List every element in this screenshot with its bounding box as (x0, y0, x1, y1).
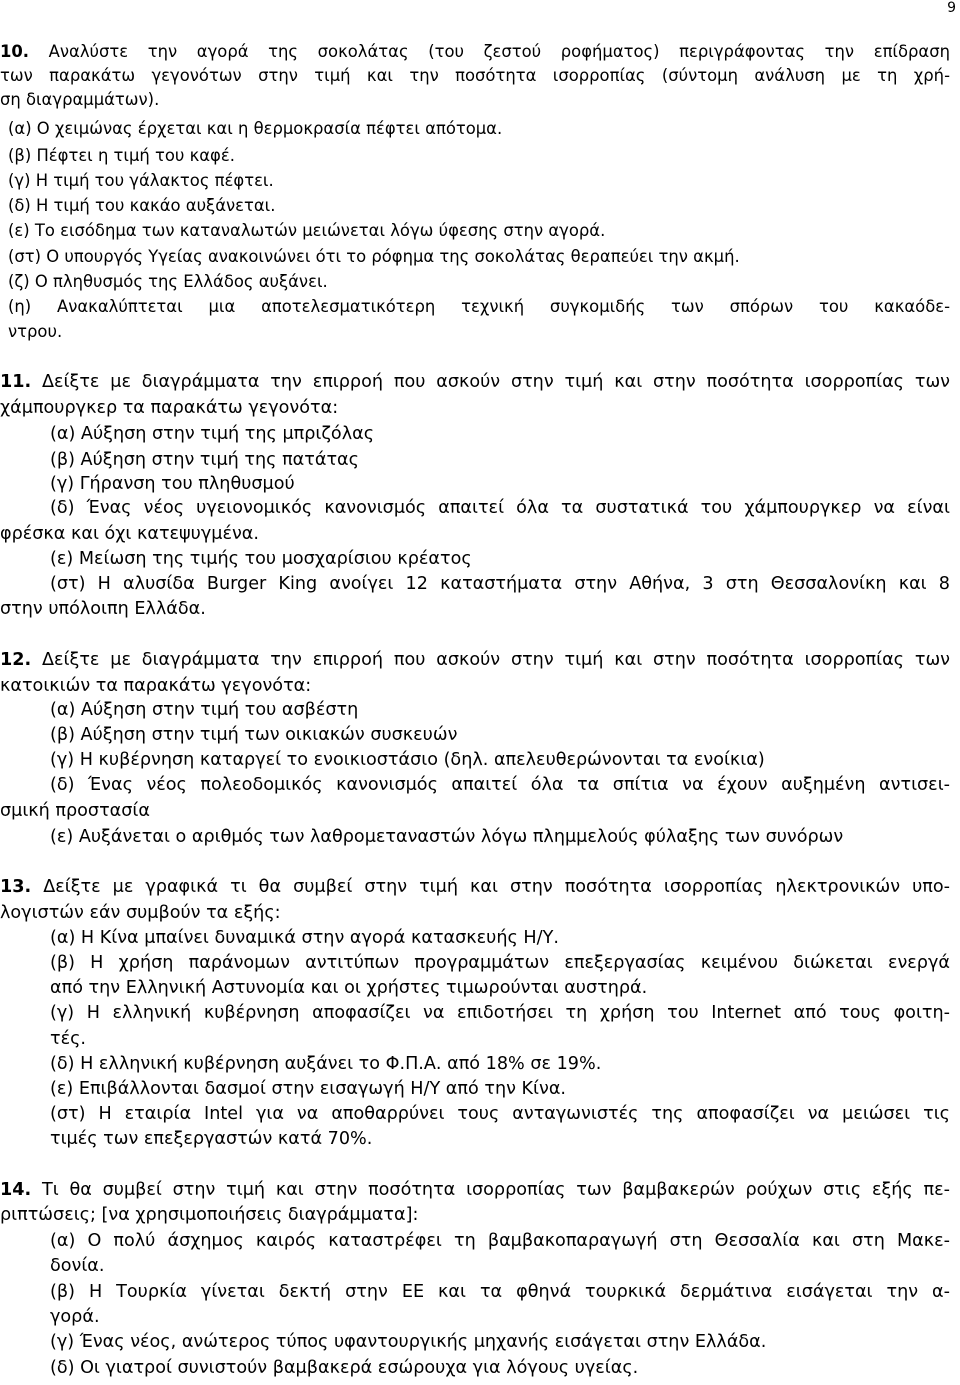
question-14-intro-line-2: ριπτώσεις; [να χρησιμοποιήσεις διαγράμματα]: (0, 1205, 419, 1225)
question-12-item-c: (γ) Η κυβέρνηση καταργεί το ενοικιοστάσιο (δηλ. απελευθερώνονται τα ενοίκια) (50, 750, 765, 770)
question-13-intro-line-2: λογιστών εάν συμβούν τα εξής: (0, 903, 281, 923)
question-11-intro-line-1: 11. Δείξτε με διαγράμματα την επιρροή που ασκούν στην τιμή και στην ποσότητα ισορροπίας των (0, 372, 950, 392)
question-10-item-b: (β) Πέφτει η τιμή του καφέ. (8, 146, 235, 165)
question-10-intro-line-3: ση διαγραμμάτων). (0, 90, 160, 109)
question-13-item-c: (γ) Η ελληνική κυβέρνηση αποφασίζει να επιδοτήσει τη χρήση του Internet από τους φοιτη- (50, 1003, 950, 1023)
question-10-intro-line-2: των παρακάτω γεγονότων στην τιμή και την ποσότητα ισορροπίας (σύντομη ανάλυση με τη χρή- (0, 66, 950, 85)
question-13-item-a: (α) Η Κίνα μπαίνει δυναμικά στην αγορά κατασκευής Η/Υ. (50, 928, 559, 948)
question-13-item-e: (ε) Επιβάλλονται δασμοί στην εισαγωγή Η/Υ από την Κίνα. (50, 1079, 567, 1099)
question-13-number: 13. (0, 877, 32, 897)
question-12-intro-line-1: 12. Δείξτε με διαγράμματα την επιρροή που ασκούν στην τιμή και στην ποσότητα ισορροπίας των (0, 650, 950, 670)
question-14-item-a: (α) Ο πολύ άσχημος καιρός καταστρέφει τη βαμβακοπαραγωγή στη Θεσσαλία και στη Μακε- (50, 1231, 950, 1251)
question-11-item-c: (γ) Γήρανση του πληθυσμού (50, 474, 295, 494)
question-14-number: 14. (0, 1180, 32, 1200)
question-11-number: 11. (0, 372, 32, 392)
question-11-item-st: (στ) Η αλυσίδα Burger King ανοίγει 12 καταστήματα στην Αθήνα, 3 στη Θεσσαλονίκη και 8 (50, 574, 950, 594)
question-12-item-d-cont: σμική προστασία (0, 801, 150, 821)
question-13-intro-line-1: 13. Δείξτε με γραφικά τι θα συμβεί στην τιμή και στην ποσότητα ισορροπίας ηλεκτρονικών υπο- (0, 877, 950, 897)
question-10-item-a: (α) Ο χειμώνας έρχεται και η θερμοκρασία πέφτει απότομα. (8, 119, 503, 138)
question-10-number: 10. (0, 42, 30, 61)
page-number: 9 (947, 0, 956, 16)
question-13-item-c-cont: τές. (50, 1029, 87, 1049)
question-14-item-c: (γ) Ένας νέος, ανώτερος τύπος υφαντουργικής μηχανής εισάγεται στην Ελλάδα. (50, 1332, 767, 1352)
question-10-item-z: (ζ) Ο πληθυσμός της Ελλάδος αυξάνει. (8, 272, 328, 291)
question-10-intro-line-1: 10. Αναλύστε την αγορά της σοκολάτας (του ζεστού ροφήματος) περιγράφοντας την επίδραση (0, 42, 950, 61)
question-11-item-st-cont: στην υπόλοιπη Ελλάδα. (0, 599, 206, 619)
question-10-item-d: (δ) Η τιμή του κακάο αυξάνεται. (8, 196, 276, 215)
question-10-item-st: (στ) Ο υπουργός Υγείας ανακοινώνει ότι το ρόφημα της σοκολάτας θεραπεύει την ακμή. (8, 247, 740, 266)
question-14-item-a-cont: δονία. (50, 1256, 105, 1276)
question-11-item-d: (δ) Ένας νέος υγειονομικός κανονισμός απαιτεί όλα τα συστατικά του χάμπουργκερ να είναι (50, 498, 950, 518)
question-12-item-a: (α) Αύξηση στην τιμή του ασβέστη (50, 700, 359, 720)
question-12-item-e: (ε) Αυξάνεται ο αριθμός των λαθρομεταναστών λόγω πλημμελούς φύλαξης των συνόρων (50, 827, 844, 847)
question-10-item-h: (η) Ανακαλύπτεται μια αποτελεσματικότερη τεχνική συγκομιδής των σπόρων του κακαόδε- (8, 297, 950, 316)
question-10-item-c: (γ) Η τιμή του γάλακτος πέφτει. (8, 171, 274, 190)
question-13-item-b-cont: από την Ελληνική Αστυνομία και οι χρήστες τιμωρούνται αυστηρά. (50, 978, 648, 998)
question-10-item-h-cont: ντρου. (8, 322, 63, 341)
question-14-item-b-cont: γορά. (50, 1307, 100, 1327)
question-11-item-b: (β) Αύξηση στην τιμή της πατάτας (50, 450, 359, 470)
question-14-item-d: (δ) Οι γιατροί συνιστούν βαμβακερά εσώρουχα για λόγους υγείας. (50, 1358, 639, 1378)
question-11-item-d-cont: φρέσκα και όχι κατεψυγμένα. (0, 524, 259, 544)
question-12-number: 12. (0, 650, 32, 670)
question-13-item-d: (δ) Η ελληνική κυβέρνηση αυξάνει το Φ.Π.Α. από 18% σε 19%. (50, 1054, 602, 1074)
question-13-item-st-cont: τιμές των επεξεργαστών κατά 70%. (50, 1129, 373, 1149)
question-10-item-e: (ε) Το εισόδημα των καταναλωτών μειώνεται λόγω ύφεσης στην αγορά. (8, 221, 606, 240)
question-12-item-b: (β) Αύξηση στην τιμή των οικιακών συσκευών (50, 725, 458, 745)
question-12-item-d: (δ) Ένας νέος πολεοδομικός κανονισμός απαιτεί όλα τα σπίτια να έχουν αυξημένη αντισει- (50, 775, 950, 795)
question-11-intro-line-2: χάμπουργκερ τα παρακάτω γεγονότα: (0, 398, 339, 418)
question-13-item-b: (β) Η χρήση παράνομων αντιτύπων προγραμμάτων επεξεργασίας κειμένου διώκεται ενεργά (50, 953, 950, 973)
question-11-item-e: (ε) Μείωση της τιμής του μοσχαρίσιου κρέατος (50, 549, 472, 569)
question-11-item-a: (α) Αύξηση στην τιμή της μπριζόλας (50, 424, 375, 444)
question-13-item-st: (στ) Η εταιρία Intel για να αποθαρρύνει τους ανταγωνιστές της αποφασίζει να μειώσει τις (50, 1104, 950, 1124)
question-14-intro-line-1: 14. Τι θα συμβεί στην τιμή και στην ποσότητα ισορροπίας των βαμβακερών ρούχων στις εξής πε- (0, 1180, 950, 1200)
question-14-item-b: (β) Η Τουρκία γίνεται δεκτή στην ΕΕ και τα φθηνά τουρκικά δερμάτινα εισάγεται την α- (50, 1282, 950, 1302)
question-12-intro-line-2: κατοικιών τα παρακάτω γεγονότα: (0, 676, 312, 696)
